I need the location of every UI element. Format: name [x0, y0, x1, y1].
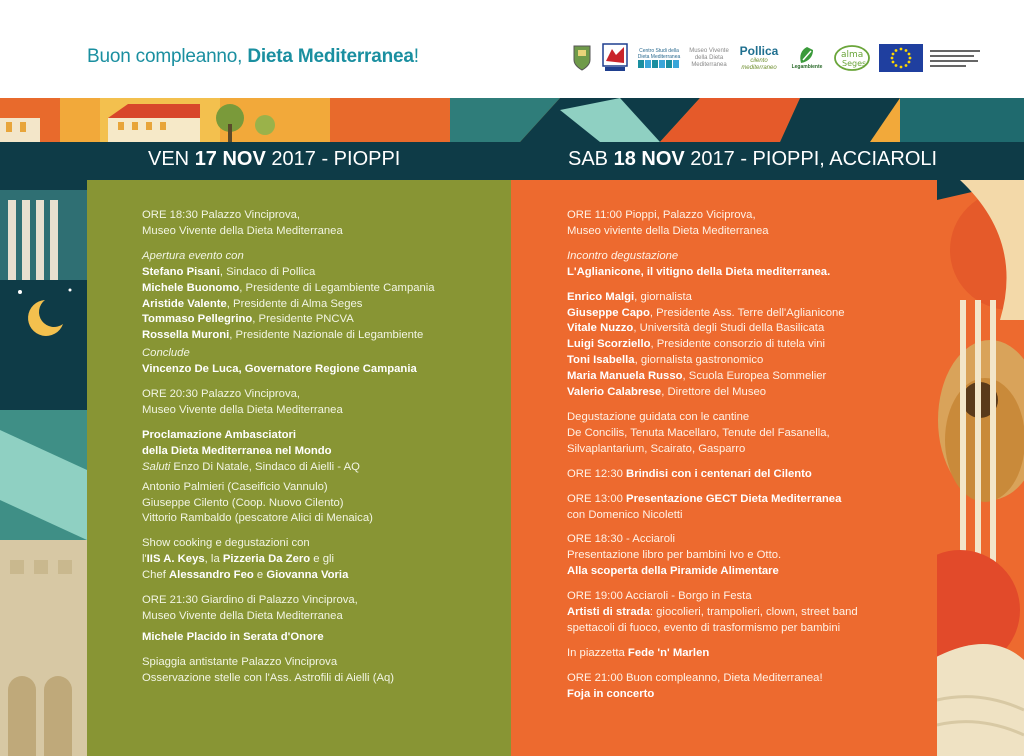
- concluding-speaker: Vincenzo De Luca, Governatore Regione Campania: [142, 363, 417, 376]
- show-cooking: Show cooking e degustazioni con: [142, 537, 310, 550]
- speaker: Enrico Malgi, giornalista: [567, 290, 692, 303]
- speaker: Stefano Pisani, Sindaco di Pollica: [142, 265, 316, 278]
- page-title: Buon compleanno, Dieta Mediterranea!: [87, 46, 419, 67]
- event-time: ORE 11:00 Pioppi, Palazzo Viciprova,: [567, 209, 756, 221]
- event-festa: spettacoli di fuoco, evento di trasformismo per bambini: [567, 621, 841, 634]
- event-venue: Museo Vivente della Dieta Mediterranea: [142, 609, 343, 622]
- pollica-logo: Pollica cilento mediterraneo: [739, 43, 779, 71]
- show-cooking: l'IIS A. Keys, la Pizzeria Da Zero e gli: [142, 553, 335, 566]
- day1-heading: VEN 17 NOV 2017 - PIOPPI: [148, 148, 401, 170]
- ambassador: Vittorio Rambaldo (pescatore Alici di Menaica): [142, 512, 373, 525]
- event-time: ORE 21:30 Giardino di Palazzo Vinciprova,: [142, 594, 358, 607]
- centro-studi-logo: Centro Studi della Dieta Mediterranea: [636, 41, 682, 75]
- incontro-label: Incontro degustazione: [567, 249, 679, 262]
- stargazing: Spiaggia antistante Palazzo Vinciprova: [142, 655, 338, 668]
- event-book-title: Alla scoperta della Piramide Alimentare: [567, 565, 779, 578]
- eu-funding-text: [930, 41, 982, 75]
- wineries: Degustazione guidata con le cantine: [567, 410, 750, 423]
- event-book: ORE 18:30 - Acciaroli: [567, 533, 675, 546]
- speaker: Luigi Scorziello, Presidente consorzio di tutela vini: [567, 338, 826, 351]
- event-toast: ORE 12:30 Brindisi con i centenari del Cilento: [567, 467, 812, 480]
- event-venue: Museo Vivente della Dieta Mediterranea: [142, 403, 343, 416]
- event-book: Presentazione libro per bambini Ivo e Otto.: [567, 549, 782, 562]
- eu-flag-icon: [878, 41, 924, 75]
- proclamation-title: della Dieta Mediterranea nel Mondo: [142, 444, 332, 457]
- top-banner: [0, 0, 1024, 98]
- speaker: Vitale Nuzzo, Università degli Studi della Basilicata: [567, 322, 825, 335]
- event-time: ORE 18:30 Palazzo Vinciprova,: [142, 209, 301, 221]
- legambiente-logo: Legambiente: [788, 41, 826, 75]
- museo-vivente-logo: Museo Vivente della Dieta Mediterranea: [689, 47, 729, 68]
- day2-program: [567, 208, 858, 703]
- opening-label: Apertura evento con: [142, 249, 244, 262]
- alma-seges-logo: [832, 41, 872, 75]
- stargazing: Osservazione stelle con l'Ass. Astrofili di Aielli (Aq): [142, 671, 395, 684]
- speaker: Toni Isabella, giornalista gastronomico: [567, 354, 764, 367]
- event-gect-sub: con Domenico Nicoletti: [567, 508, 683, 521]
- proclamation-title: Proclamazione Ambasciatori: [142, 428, 297, 441]
- svg-text:Seges: Seges: [842, 59, 867, 68]
- day2-heading: SAB 18 NOV 2017 - PIOPPI, ACCIAROLI: [568, 148, 938, 170]
- show-cooking: Chef Alessandro Feo e Giovanna Voria: [142, 569, 349, 582]
- ambassador: Antonio Palmieri (Caseificio Vannulo): [142, 480, 328, 493]
- speaker: Giuseppe Capo, Presidente Ass. Terre dell'Aglianicone: [567, 306, 845, 319]
- event-time: ORE 20:30 Palazzo Vinciprova,: [142, 388, 301, 401]
- sponsor-logos: [570, 38, 982, 78]
- ambassador: Giuseppe Cilento (Coop. Nuovo Cilento): [142, 496, 344, 509]
- event-venue: Museo Vivente della Dieta Mediterranea: [142, 224, 343, 237]
- highlight-event: Michele Placido in Serata d'Onore: [142, 630, 324, 643]
- event-concert: Foja in concerto: [567, 687, 655, 700]
- speaker: Rossella Muroni, Presidente Nazionale di Legambiente: [142, 329, 424, 342]
- event-venue: Museo viviente della Dieta Mediterranea: [567, 224, 769, 237]
- svg-text:alma: alma: [841, 50, 864, 60]
- wineries: Silvaplantarium, Scairato, Gasparro: [567, 442, 746, 455]
- event-gect: ORE 13:00 Presentazione GECT Dieta Mediterranea: [567, 492, 842, 505]
- event-festa: ORE 19:00 Acciaroli - Borgo in Festa: [567, 590, 752, 603]
- speaker: Maria Manuela Russo, Scuola Europea Sommelier: [567, 370, 827, 383]
- municipality-crest-icon: [570, 42, 594, 74]
- wineries: De Concilis, Tenuta Macellaro, Tenute del Fasanella,: [567, 426, 830, 439]
- speaker: Tommaso Pellegrino, Presidente PNCVA: [142, 313, 354, 326]
- event-festa: Artisti di strada: giocolieri, trampolieri, clown, street band: [567, 606, 858, 619]
- region-campania-logo: [600, 41, 630, 75]
- day1-program: [142, 208, 435, 687]
- tasting-title: L'Aglianicone, il vitigno della Dieta mediterranea.: [567, 265, 831, 278]
- event-piazzetta: In piazzetta Fede 'n' Marlen: [567, 646, 710, 659]
- greetings: Saluti Enzo Di Natale, Sindaco di Aielli - AQ: [142, 460, 360, 473]
- event-final: ORE 21:00 Buon compleanno, Dieta Mediterranea!: [567, 671, 823, 684]
- speaker: Aristide Valente, Presidente di Alma Seges: [142, 297, 363, 310]
- speaker: Valerio Calabrese, Direttore del Museo: [567, 386, 767, 399]
- concludes-label: Conclude: [142, 347, 190, 360]
- speaker: Michele Buonomo, Presidente di Legambiente Campania: [142, 281, 435, 294]
